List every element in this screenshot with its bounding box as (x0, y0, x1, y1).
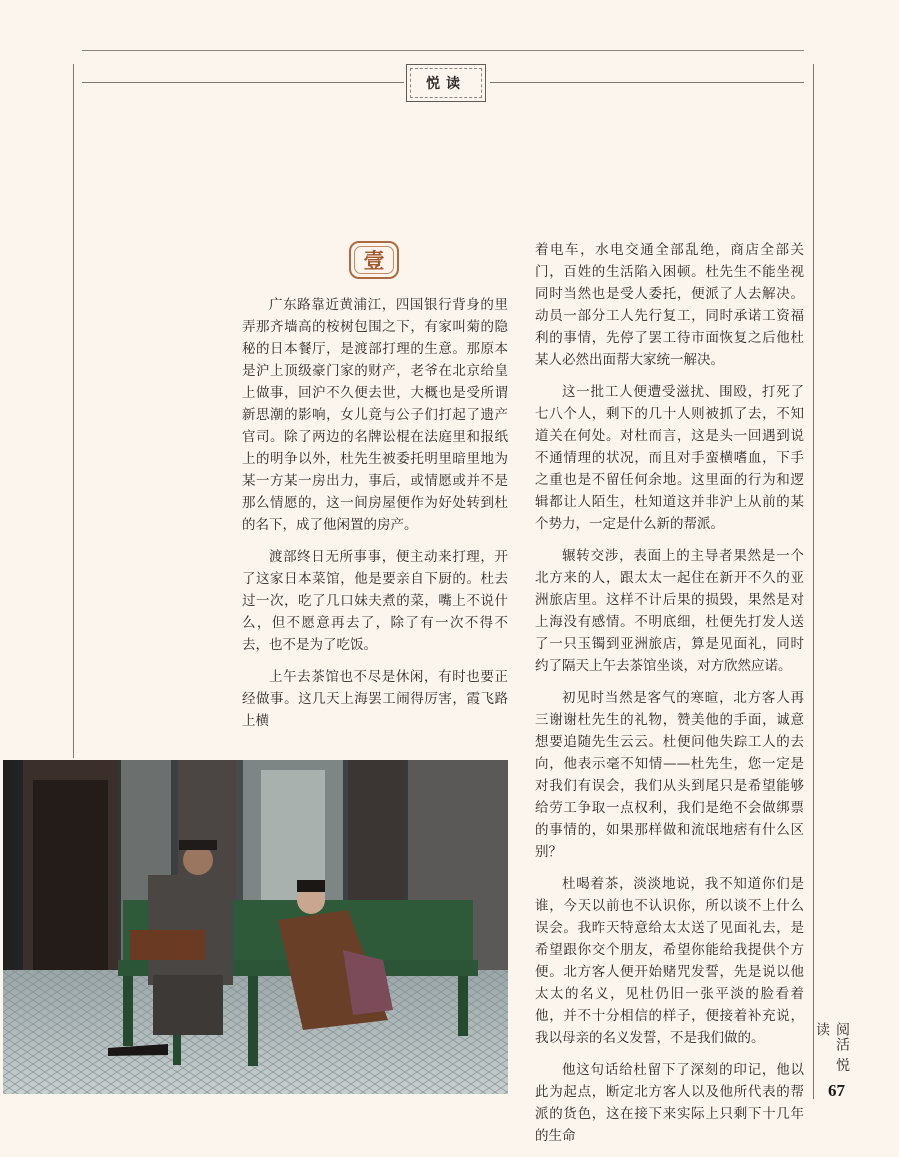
article-paragraph: 广东路靠近黄浦江，四国银行背身的里弄那齐墙高的桉树包围之下，有家叫菊的隐秘的日本餐厅，是渡部打理的生意。那原本是沪上顶级豪门家的财产，老爷在北京给皇上做事，回沪不久便去世，大概也是受所谓新思潮的影响，女儿竟与公子们打起了遗产官司。除了两边的名牌讼棍在法庭里和报纸上的明争以外，杜先生被委托明里暗里地为某一方某一房出力，事后，或情愿或并不是那么情愿的，这一间房屋便作为好处转到杜的名下，成了他闲置的房产。 (242, 297, 508, 533)
header-rule-left (82, 82, 404, 83)
article-paragraph: 辗转交涉，表面上的主导者果然是一个北方来的人，跟太太一起住在新开不久的亚洲旅店里。这样不计后果的损毁，果然是对上海没有感情。不明底细，杜便先打发人送了一只玉镯到亚洲旅店，算是见面礼，同时约了隔天上午去茶馆坐谈，对方欣然应诺。 (535, 548, 804, 674)
column-header-badge (406, 64, 486, 102)
article-paragraph: 他这句话给杜留下了深刻的印记，他以此为起点，断定北方客人以及他所代表的帮派的货色，这在接下来实际上只剩下十几年的生命 (535, 1062, 804, 1144)
film-still-photo (3, 760, 508, 1094)
side-column-label: 阅活 悦读 (814, 1022, 850, 1073)
frame-right-border (813, 64, 814, 1099)
article-paragraph: 渡部终日无所事事，便主动来打理，开了这家日本菜馆，他是要亲自下厨的。杜去过一次，吃了几口妹夫煮的菜，嘴上不说什么，但不愿意再去了，除了有一次不得不去，也不是为了吃饭。 (242, 549, 508, 653)
frame-left-border (73, 64, 74, 758)
header-rule-right (490, 82, 804, 83)
article-column-left (242, 294, 508, 742)
section-number-seal (349, 241, 399, 279)
column-name: 悦读 (426, 76, 466, 92)
article-paragraph: 初见时当然是客气的寒暄，北方客人再三谢谢杜先生的礼物，赞美他的手面，诚意想要追随先生云云。杜便问他失踪工人的去向，他表示毫不知情——杜先生，您一定是对我们有误会，我们从头到尾只是希望能够给劳工争取一点权利，我们是绝不会做绑票的事情的，如果那样做和流氓地痞有什么区别？ (535, 690, 804, 860)
section-numeral: 壹 (363, 248, 385, 273)
article-paragraph: 上午去茶馆也不尽是休闲，有时也要正经做事。这几天上海罢工闹得厉害，霞飞路上横 (242, 669, 508, 729)
article-paragraph: 杜喝着茶，淡淡地说，我不知道你们是谁，今天以前也不认识你，所以谈不上什么误会。我昨天特意给太太送了见面礼去，是希望跟你交个朋友，希望你能给我提供个方便。北方客人便开始赌咒发誓，先是说以他太太的名义，见杜仍旧一张平淡的脸看着他，并不十分相信的样子，便接着补充说，我以母亲的名义发誓，不是我们做的。 (535, 876, 804, 1046)
article-column-right (535, 239, 804, 1157)
article-paragraph-continuation: 着电车，水电交通全部乱绝，商店全部关门，百姓的生活陷入困顿。杜先生不能坐视同时当然也是受人委托，便派了人去解决。动员一部分工人先行复工，同时承诺工资福利的事情，先停了罢工待市面恢复之后他杜某人必然出面帮大家统一解决。 (535, 242, 804, 368)
page-number: 67 (828, 1081, 845, 1100)
article-paragraph: 这一批工人便遭受滋扰、围殴，打死了七八个人，剩下的几十人则被抓了去，不知道关在何处。对杜而言，这是头一回遇到说不通情理的状况，而且对手蛮横嗜血，下手之重也是不留任何余地。这里面的行为和逻辑都让人陌生，杜知道这并非沪上从前的某个势力，一定是什么新的帮派。 (535, 384, 804, 532)
top-rule (82, 50, 804, 51)
